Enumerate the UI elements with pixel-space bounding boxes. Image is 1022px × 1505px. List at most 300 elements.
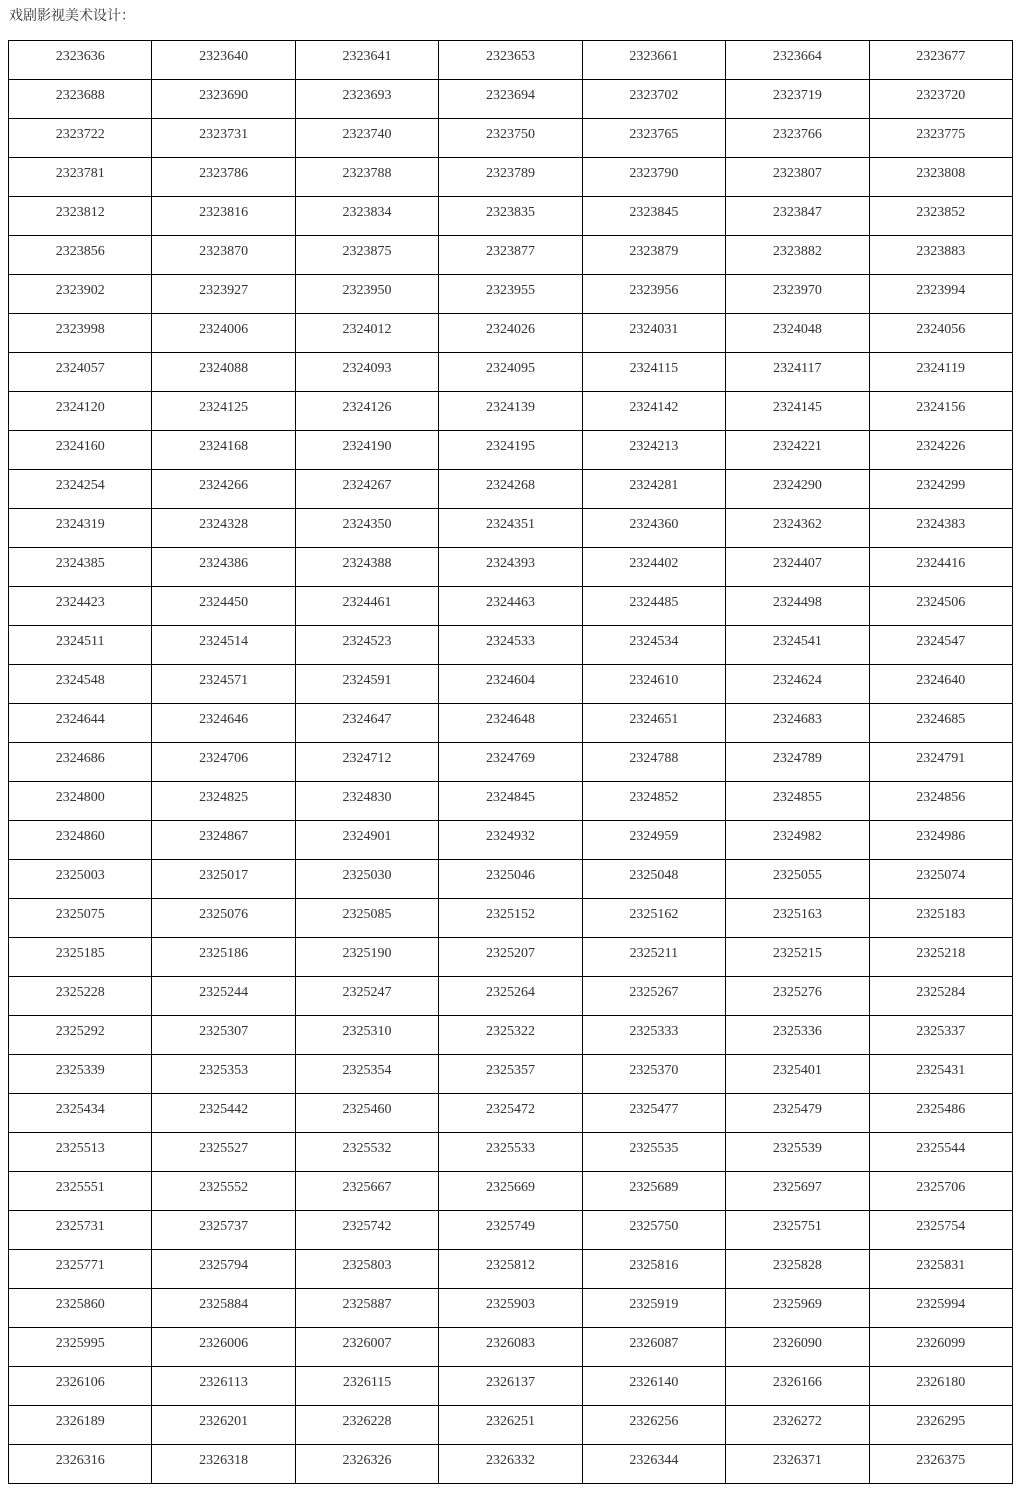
candidate-number: 2326318 [199,1453,249,1468]
candidate-number: 2323661 [629,49,679,64]
table-row [9,41,1013,80]
candidate-number: 2324706 [199,751,249,766]
candidate-number: 2324604 [485,673,535,688]
table-cell [726,1211,869,1250]
candidate-number: 2324498 [772,595,822,610]
candidate-number: 2325339 [55,1063,105,1078]
table-cell [152,1133,295,1172]
candidate-number: 2325218 [916,946,966,961]
candidate-number: 2323788 [342,166,392,181]
table-row [9,197,1013,236]
candidate-number: 2325434 [55,1102,105,1117]
table-cell [439,80,582,119]
candidate-number: 2324057 [55,361,105,376]
candidate-number: 2325357 [485,1063,535,1078]
table-cell [152,1406,295,1445]
candidate-number: 2324142 [629,400,679,415]
table-cell [295,665,438,704]
table-cell [295,197,438,236]
candidate-number: 2325190 [342,946,392,961]
candidate-number: 2323677 [916,49,966,64]
candidate-number: 2325307 [199,1024,249,1039]
table-cell [295,1289,438,1328]
table-cell [152,860,295,899]
candidate-number: 2325544 [916,1141,966,1156]
candidate-number: 2326189 [55,1414,105,1429]
candidate-number: 2325831 [916,1258,966,1273]
table-cell [582,1211,725,1250]
candidate-number: 2324319 [55,517,105,532]
table-cell [726,1250,869,1289]
table-row [9,392,1013,431]
candidate-number: 2326344 [629,1453,679,1468]
candidate-number: 2323719 [772,88,822,103]
table-cell [869,236,1012,275]
candidate-number: 2323816 [199,205,249,220]
table-cell [295,1406,438,1445]
table-row [9,1250,1013,1289]
candidate-number: 2324416 [916,556,966,571]
table-cell [295,1250,438,1289]
table-row [9,1367,1013,1406]
table-cell [439,1172,582,1211]
table-cell [295,782,438,821]
table-cell [439,977,582,1016]
table-cell [295,860,438,899]
table-cell [152,665,295,704]
candidate-number: 2326007 [342,1336,392,1351]
table-cell [9,470,152,509]
table-cell [439,509,582,548]
table-cell [9,119,152,158]
table-cell [295,821,438,860]
table-cell [726,392,869,431]
candidate-number: 2324168 [199,439,249,454]
table-cell [726,938,869,977]
candidate-number: 2323641 [342,49,392,64]
candidate-number: 2323875 [342,244,392,259]
table-cell [152,197,295,236]
candidate-number: 2324647 [342,712,392,727]
candidate-number: 2323902 [55,283,105,298]
table-cell [869,41,1012,80]
table-row [9,1172,1013,1211]
table-cell [9,275,152,314]
table-cell [152,938,295,977]
table-cell [439,548,582,587]
candidate-number: 2324056 [916,322,966,337]
candidate-number: 2325527 [199,1141,249,1156]
table-row [9,704,1013,743]
table-cell [726,314,869,353]
table-cell [582,1094,725,1133]
candidate-number: 2325750 [629,1219,679,1234]
candidate-number: 2324640 [916,673,966,688]
candidate-number: 2324281 [629,478,679,493]
table-cell [726,1445,869,1484]
candidate-number: 2323765 [629,127,679,142]
candidate-number: 2323690 [199,88,249,103]
candidate-number: 2324095 [485,361,535,376]
candidate-number: 2325276 [772,985,822,1000]
table-cell [152,158,295,197]
table-cell [295,704,438,743]
table-cell [295,392,438,431]
table-cell [582,431,725,470]
table-cell [869,782,1012,821]
candidate-number: 2325046 [485,868,535,883]
candidate-number: 2324686 [55,751,105,766]
table-cell [869,743,1012,782]
table-cell [869,1211,1012,1250]
table-cell [9,1367,152,1406]
table-cell [295,899,438,938]
table-cell [152,782,295,821]
candidate-number: 2324571 [199,673,249,688]
table-row [9,158,1013,197]
table-cell [152,704,295,743]
candidate-number: 2325211 [629,946,679,961]
table-cell [582,704,725,743]
table-cell [9,821,152,860]
table-row [9,743,1013,782]
candidate-number: 2323956 [629,283,679,298]
candidate-number: 2324644 [55,712,105,727]
candidate-number: 2325163 [772,907,822,922]
table-cell [726,1406,869,1445]
candidate-number: 2324268 [485,478,535,493]
table-cell [726,353,869,392]
candidate-number: 2324712 [342,751,392,766]
table-cell [9,353,152,392]
candidate-number: 2324867 [199,829,249,844]
table-cell [726,860,869,899]
candidate-number: 2324651 [629,712,679,727]
candidate-number: 2325731 [55,1219,105,1234]
table-cell [582,1055,725,1094]
table-cell [439,1133,582,1172]
table-cell [869,665,1012,704]
candidate-number: 2325667 [342,1180,392,1195]
table-cell [152,392,295,431]
candidate-number: 2324511 [55,634,105,649]
candidate-number: 2324026 [485,322,535,337]
candidate-number: 2324534 [629,634,679,649]
candidate-number: 2323882 [772,244,822,259]
table-cell [295,977,438,1016]
table-cell [582,119,725,158]
candidate-number: 2325706 [916,1180,966,1195]
candidate-number: 2325887 [342,1297,392,1312]
candidate-number: 2323740 [342,127,392,142]
table-cell [9,1445,152,1484]
candidate-number: 2326113 [199,1375,248,1390]
candidate-number: 2325048 [629,868,679,883]
candidate-number: 2323808 [916,166,966,181]
candidate-number: 2324800 [55,790,105,805]
table-cell [726,665,869,704]
candidate-number: 2324982 [772,829,822,844]
table-row [9,119,1013,158]
table-row [9,548,1013,587]
table-cell [9,626,152,665]
table-row [9,938,1013,977]
candidate-number: 2324088 [199,361,249,376]
table-row [9,1055,1013,1094]
table-cell [726,1055,869,1094]
table-cell [582,275,725,314]
table-row [9,1016,1013,1055]
table-cell [152,236,295,275]
candidate-number: 2323852 [916,205,966,220]
candidate-number: 2323781 [55,166,105,181]
candidate-number: 2325552 [199,1180,249,1195]
table-cell [295,548,438,587]
candidate-number: 2324845 [485,790,535,805]
candidate-number: 2324514 [199,634,249,649]
candidate-number: 2326326 [342,1453,392,1468]
candidate-number: 2325333 [629,1024,679,1039]
table-cell [439,821,582,860]
table-cell [582,548,725,587]
candidate-number: 2324266 [199,478,249,493]
table-cell [582,236,725,275]
table-cell [869,158,1012,197]
candidate-number: 2323775 [916,127,966,142]
candidate-number: 2324685 [916,712,966,727]
candidate-number: 2324533 [485,634,535,649]
table-cell [152,587,295,626]
candidate-number: 2325336 [772,1024,822,1039]
table-cell [726,743,869,782]
table-cell [9,314,152,353]
candidate-number: 2325207 [485,946,535,961]
table-cell [9,392,152,431]
table-cell [152,314,295,353]
candidate-number: 2325737 [199,1219,249,1234]
table-cell [9,704,152,743]
table-cell [152,821,295,860]
table-cell [869,1367,1012,1406]
candidate-number: 2324959 [629,829,679,844]
table-cell [726,1367,869,1406]
candidate-number: 2325513 [55,1141,105,1156]
table-cell [9,509,152,548]
table-cell [439,392,582,431]
candidate-number: 2325267 [629,985,679,1000]
table-cell [869,1016,1012,1055]
table-cell [295,119,438,158]
candidate-number: 2325076 [199,907,249,922]
candidate-number: 2324383 [916,517,966,532]
table-cell [869,1406,1012,1445]
candidate-number: 2326201 [199,1414,249,1429]
table-cell [152,1094,295,1133]
table-cell [295,80,438,119]
table-cell [582,1445,725,1484]
candidate-number: 2325812 [485,1258,535,1273]
table-cell [439,1055,582,1094]
candidate-number: 2323694 [485,88,535,103]
table-cell [582,1406,725,1445]
table-cell [152,1445,295,1484]
candidate-number: 2324006 [199,322,249,337]
table-cell [9,1289,152,1328]
table-cell [726,1328,869,1367]
candidate-number: 2326090 [772,1336,822,1351]
table-cell [869,548,1012,587]
candidate-number: 2324362 [772,517,822,532]
candidate-number: 2325017 [199,868,249,883]
table-cell [582,1289,725,1328]
candidate-number: 2326137 [485,1375,535,1390]
candidate-number: 2325884 [199,1297,249,1312]
table-cell [152,353,295,392]
table-row [9,899,1013,938]
candidate-number: 2325535 [629,1141,679,1156]
table-cell [9,158,152,197]
table-cell [869,119,1012,158]
candidate-number: 2324048 [772,322,822,337]
table-cell [9,977,152,1016]
table-cell [152,1367,295,1406]
table-cell [726,236,869,275]
table-cell [152,1172,295,1211]
table-cell [726,1016,869,1055]
candidate-number: 2325472 [485,1102,535,1117]
table-cell [869,704,1012,743]
candidate-number: 2325969 [772,1297,822,1312]
table-cell [439,743,582,782]
table-cell [9,1016,152,1055]
candidate-number: 2323786 [199,166,249,181]
table-cell [295,1055,438,1094]
table-cell [726,782,869,821]
candidate-number: 2323722 [55,127,105,142]
candidate-number: 2325903 [485,1297,535,1312]
table-cell [439,1289,582,1328]
table-cell [9,1094,152,1133]
candidate-number: 2325533 [485,1141,535,1156]
table-cell [726,1172,869,1211]
table-cell [152,431,295,470]
table-cell [726,704,869,743]
candidate-number: 2326371 [772,1453,822,1468]
candidate-number: 2325771 [55,1258,105,1273]
table-cell [726,41,869,80]
candidate-number: 2324031 [629,322,679,337]
table-cell [869,431,1012,470]
table-cell [9,1211,152,1250]
candidate-number: 2324195 [485,439,535,454]
candidate-number: 2325075 [55,907,105,922]
candidate-number: 2324547 [916,634,966,649]
table-cell [295,236,438,275]
table-cell [152,119,295,158]
candidate-number: 2325401 [772,1063,822,1078]
candidate-number: 2325697 [772,1180,822,1195]
candidate-number: 2324351 [485,517,535,532]
table-cell [295,1211,438,1250]
candidate-number: 2325337 [916,1024,966,1039]
candidate-number: 2323812 [55,205,105,220]
candidate-number: 2323731 [199,127,249,142]
candidate-number: 2324423 [55,595,105,610]
candidate-number: 2324548 [55,673,105,688]
candidate-number: 2326166 [772,1375,822,1390]
candidate-number: 2326251 [485,1414,535,1429]
candidate-number: 2324932 [485,829,535,844]
table-cell [582,626,725,665]
table-cell [726,119,869,158]
table-cell [439,1094,582,1133]
table-cell [582,938,725,977]
candidate-number: 2325244 [199,985,249,1000]
candidate-number: 2324393 [485,556,535,571]
candidate-number: 2325539 [772,1141,822,1156]
table-cell [295,587,438,626]
candidate-number: 2325742 [342,1219,392,1234]
table-cell [582,353,725,392]
candidate-number: 2326272 [772,1414,822,1429]
table-cell [726,509,869,548]
table-row [9,80,1013,119]
table-cell [582,314,725,353]
candidate-number: 2323970 [772,283,822,298]
table-cell [869,314,1012,353]
candidate-number: 2324385 [55,556,105,571]
table-cell [152,275,295,314]
candidate-number: 2326006 [199,1336,249,1351]
table-cell [9,1133,152,1172]
candidate-number: 2325749 [485,1219,535,1234]
table-cell [439,899,582,938]
table-cell [869,860,1012,899]
table-cell [439,275,582,314]
candidate-number: 2323702 [629,88,679,103]
candidate-number: 2324856 [916,790,966,805]
table-cell [869,1055,1012,1094]
table-cell [152,1328,295,1367]
table-row [9,782,1013,821]
candidate-number: 2324523 [342,634,392,649]
table-cell [295,431,438,470]
table-cell [152,977,295,1016]
table-row [9,1328,1013,1367]
candidate-number: 2323998 [55,322,105,337]
candidate-number: 2324190 [342,439,392,454]
table-cell [726,977,869,1016]
candidate-number: 2324350 [342,517,392,532]
table-row [9,1445,1013,1484]
table-cell [726,470,869,509]
table-row [9,353,1013,392]
candidate-number: 2326106 [55,1375,105,1390]
table-cell [9,1172,152,1211]
table-cell [582,1250,725,1289]
candidate-number: 2325669 [485,1180,535,1195]
table-cell [439,1406,582,1445]
table-cell [869,80,1012,119]
table-cell [869,275,1012,314]
candidate-number: 2324254 [55,478,105,493]
candidate-number: 2323664 [772,49,822,64]
table-cell [152,41,295,80]
candidate-number: 2326115 [342,1375,392,1390]
table-cell [582,821,725,860]
candidate-number: 2326316 [55,1453,105,1468]
candidate-number: 2324267 [342,478,392,493]
